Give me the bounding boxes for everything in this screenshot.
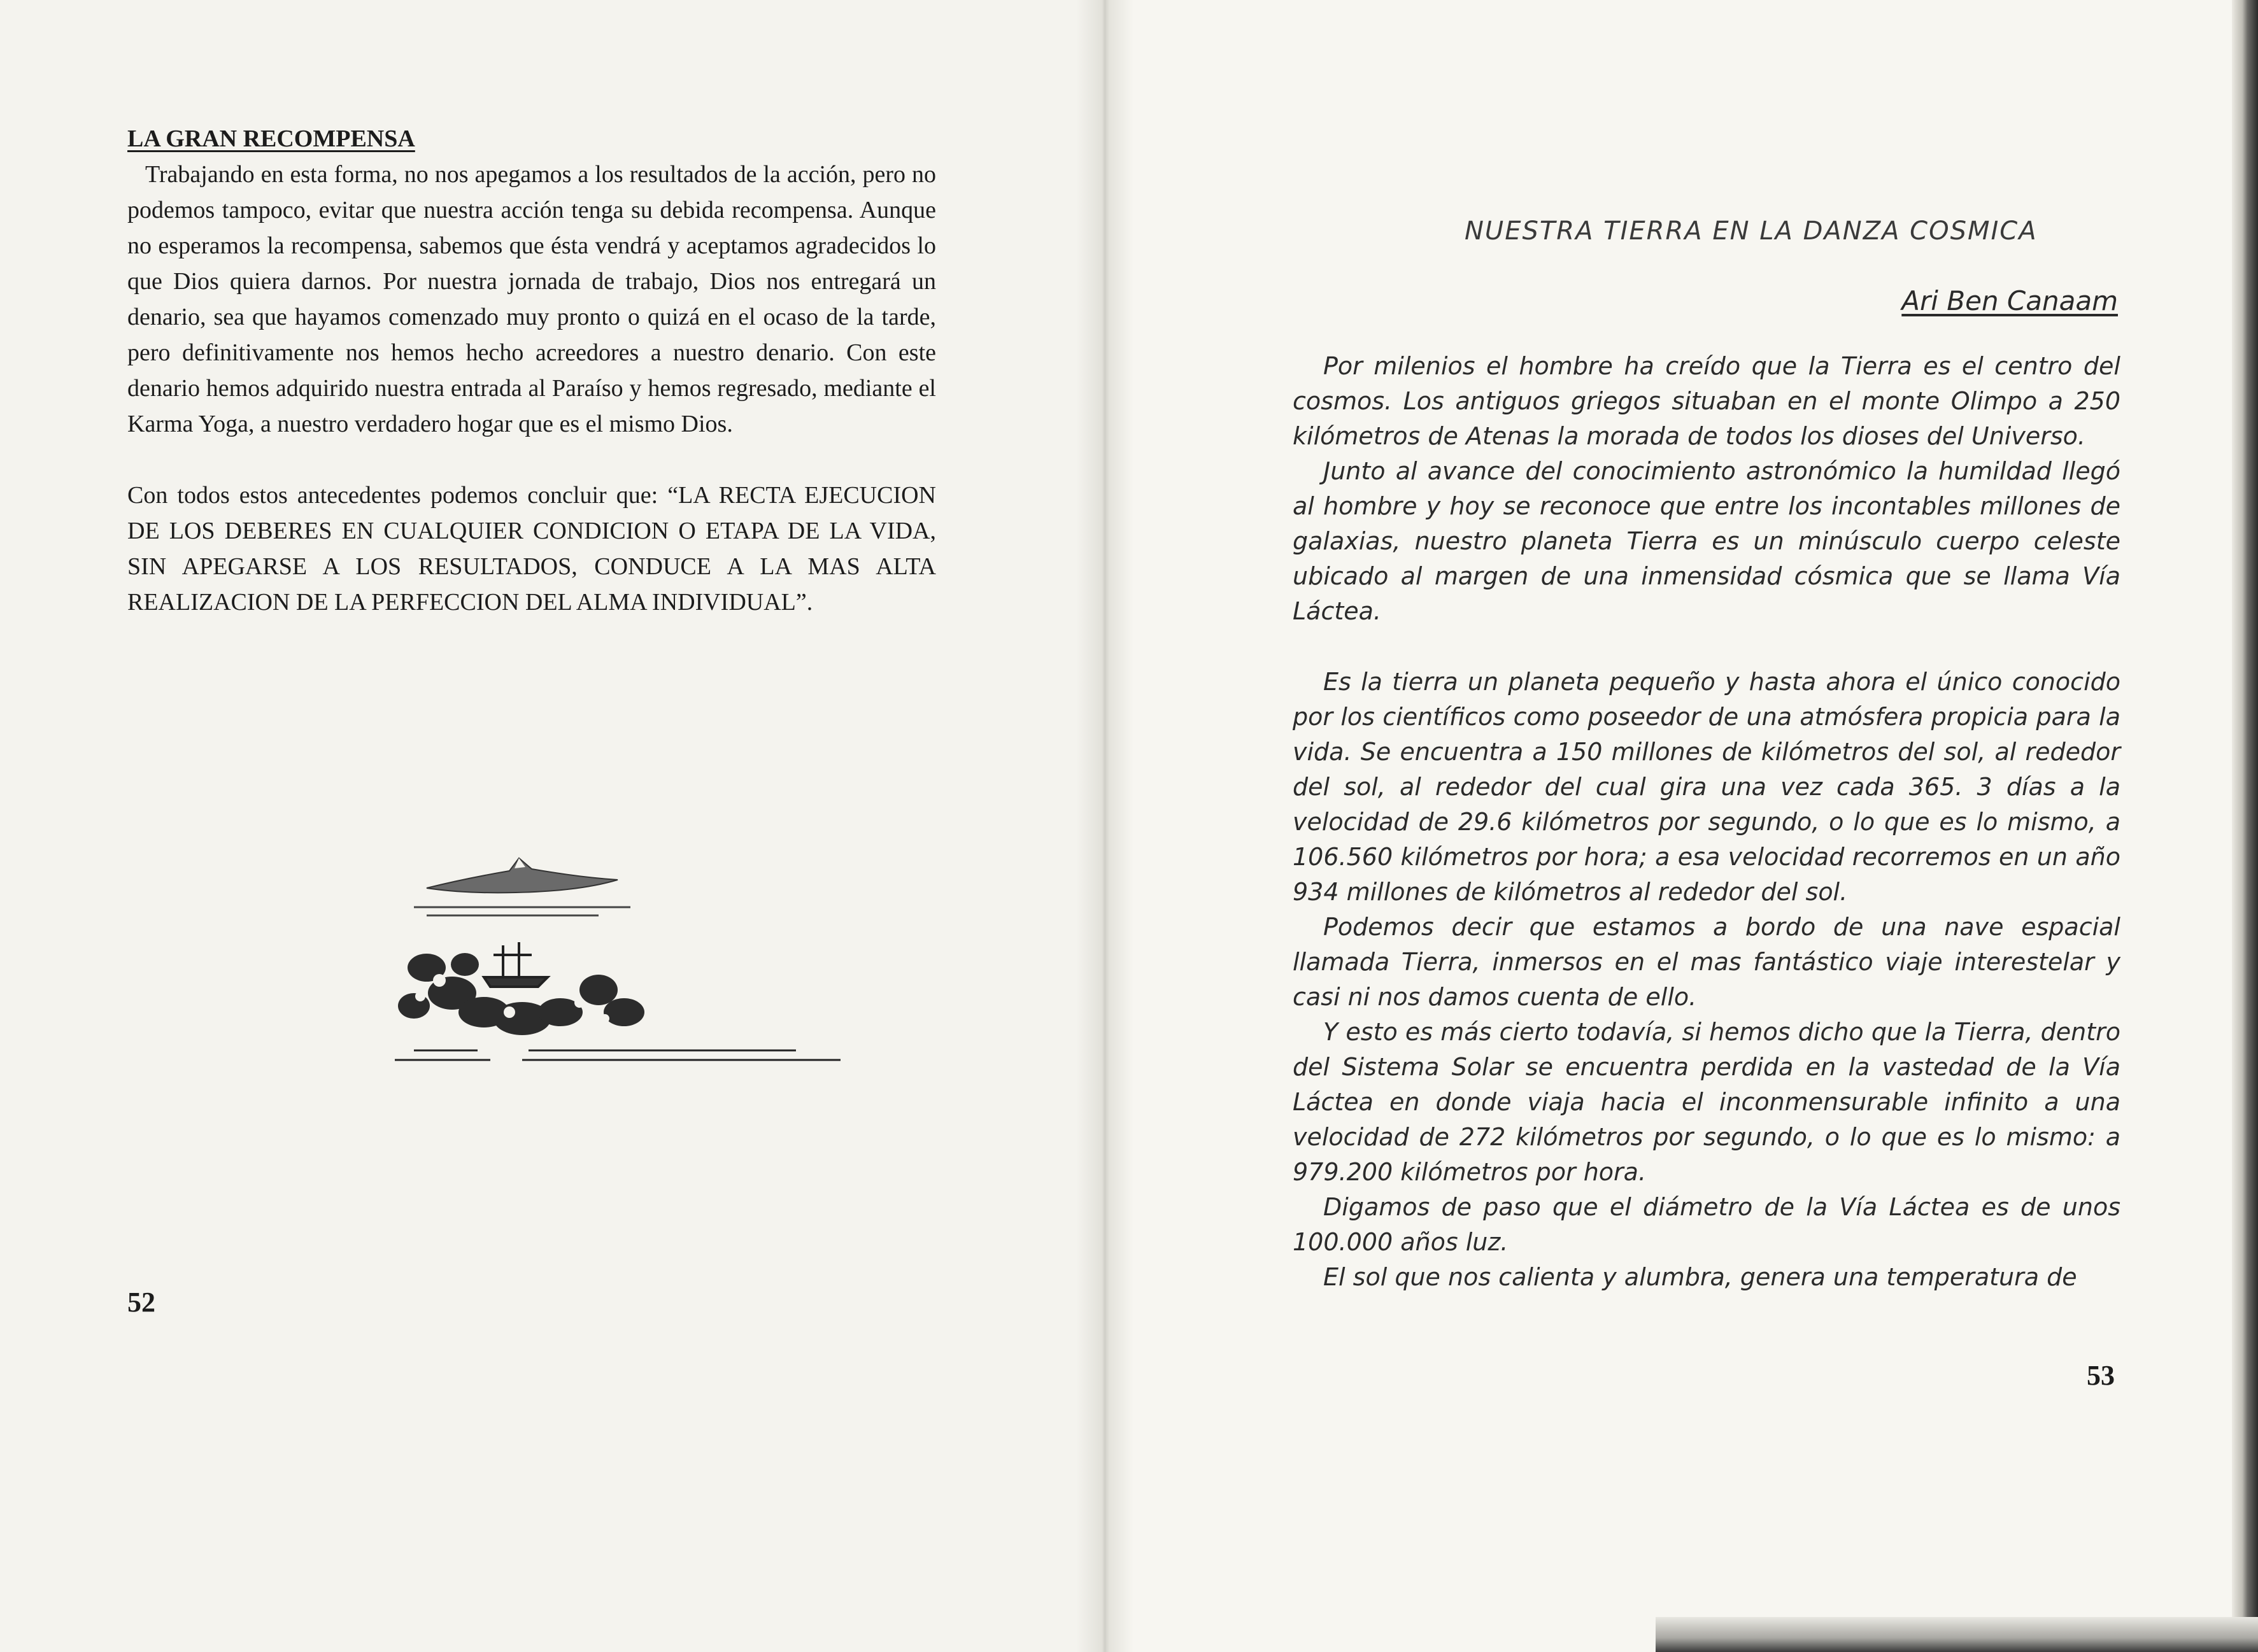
ship-icon xyxy=(484,942,548,987)
paragraph: Digamos de paso que el diámetro de la Vía Láctea es de unos 100.000 años luz. xyxy=(1293,1193,2120,1256)
mountain-icon xyxy=(427,858,618,893)
paragraph: El sol que nos calienta y alumbra, genera una temperatura de xyxy=(1323,1263,2077,1291)
section-heading: LA GRAN RECOMPENSA xyxy=(127,125,415,152)
sea-lines xyxy=(414,907,630,915)
landscape-illustration xyxy=(388,840,847,1070)
paragraph: Trabajando en esta forma, no nos apegamos a los resultados de la acción, pero no podemos tampoco, evitar que nuestra acción tenga su debida recompensa. Aunque no esperamos la recompensa, sabemos que ésta vendrá y aceptamos agradecidos lo que Dios quiera darnos. Por nuestra jornada de trabajo, Dios nos entregará un denario, sea que hayamos comenzado muy pronto o quizá en el ocaso de la tarde, pero definitivamente nos hemos hecho acreedores a nuestro denario. Con este denario hemos adquirido nuestra entrada al Paraíso y hemos regresado, mediante el Karma Yoga, a nuestro verdadero hogar que es el mismo Dios. xyxy=(127,161,936,437)
chapter-title: NUESTRA TIERRA EN LA DANZA COSMICA xyxy=(1465,216,2038,246)
paragraph: Junto al avance del conocimiento astronómico la humildad llegó al hombre y hoy se reconoce que entre los incontables millones de galaxias, nuestro planeta Tierra es un minúsculo cuerpo celeste ubicado al margen de una inmensidad cósmica que se llama Vía Láctea. xyxy=(1293,457,2120,625)
right-page-text xyxy=(1293,349,2120,1295)
book-gutter xyxy=(1076,0,1133,1652)
vegetation-icon xyxy=(398,953,644,1035)
author-name: Ari Ben Canaam xyxy=(1901,285,2118,316)
conclusion-paragraph: Con todos estos antecedentes podemos concluir que: “LA RECTA EJECUCION DE LOS DEBERES EN CUALQUIER CONDICION O ETAPA DE LA VIDA, SIN APEGARSE A LOS RESULTADOS, CONDUCE A LA MAS ALTA REALIZACION DE LA PERFECCION DEL ALMA INDIVIDUAL”. xyxy=(127,482,936,616)
paragraph: Y esto es más cierto todavía, si hemos dicho que la Tierra, dentro del Sistema Solar se encuentra perdida en la vastedad de la Vía Láctea en donde viaja hacia el inconmensurable infinito a una velocidad de 272 kilómetros por segundo, o lo que es lo mismo: a 979.200 kilómetros por hora. xyxy=(1293,1018,2120,1186)
paragraph: Por milenios el hombre ha creído que la Tierra es el centro del cosmos. Los antiguos griegos situaban en el monte Olimpo a 250 kilómetros de Atenas la morada de todos los dioses del Universo. xyxy=(1293,352,2120,450)
left-page-text xyxy=(127,121,936,620)
page-number-right: 53 xyxy=(2087,1360,2115,1391)
paragraph: Es la tierra un planeta pequeño y hasta ahora el único conocido por los científicos como poseedor de una atmósfera propicia para la vida. Se encuentra a 150 millones de kilómetros del sol, al rededor del sol, al rededor del cual gira una vez cada 365. 3 días a la velocidad de 29.6 kilómetros por segundo, o lo que es lo mismo, a 106.560 kilómetros por hora; a esa velocidad recorremos en un año 934 millones de kilómetros al rededor del sol. xyxy=(1293,668,2120,906)
page-edge-right xyxy=(2232,0,2258,1652)
page-edge-bottom xyxy=(1656,1617,2258,1652)
paragraph: Podemos decir que estamos a bordo de una nave espacial llamada Tierra, inmersos en el mas fantástico viaje interestelar y casi ni nos damos cuenta de ello. xyxy=(1293,913,2120,1011)
page-number-left: 52 xyxy=(127,1287,155,1318)
divider-lines xyxy=(395,1050,841,1060)
